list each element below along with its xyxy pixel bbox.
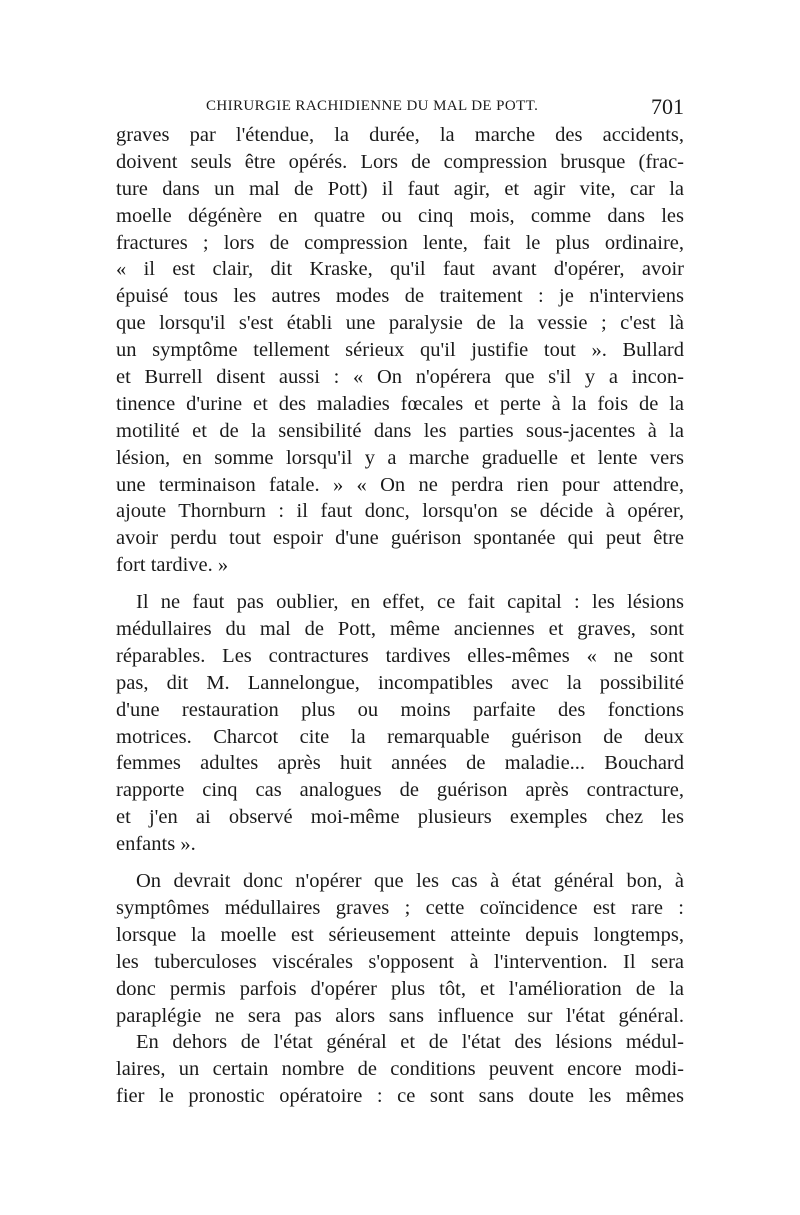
text-line: et j'en ai observé moi-même plusieurs exemples chez les <box>116 806 684 829</box>
text-line: épuisé tous les autres modes de traitement : je n'interviens <box>116 285 684 308</box>
text-line: ture dans un mal de Pott) il faut agir, et agir vite, car la <box>116 177 684 200</box>
text-line: tinence d'urine et des maladies fœcales et perte à la fois de la <box>116 392 684 415</box>
text-line: motrices. Charcot cite la remarquable guérison de deux <box>116 725 684 748</box>
text-line: doivent seuls être opérés. Lors de compression brusque (frac- <box>116 150 684 173</box>
text-line: lésion, en somme lorsqu'il y a marche graduelle et lente vers <box>116 446 684 469</box>
page-header <box>116 94 684 122</box>
text-line: paraplégie ne sera pas alors sans influence sur l'état général. <box>116 1004 684 1027</box>
paragraph-2 <box>116 589 684 858</box>
text-line: motilité et de la sensibilité dans les parties sous-jacentes à la <box>116 419 684 442</box>
text-line: donc permis parfois d'opérer plus tôt, et l'amélioration de la <box>116 977 684 1000</box>
text-line: fier le pronostic opératoire : ce sont sans doute les mêmes <box>116 1085 684 1108</box>
text-line: médullaires du mal de Pott, même anciennes et graves, sont <box>116 618 684 641</box>
text-line: enfants ». <box>116 833 196 856</box>
text-line: graves par l'étendue, la durée, la marche des accidents, <box>116 124 684 146</box>
text-line: avoir perdu tout espoir d'une guérison spontanée qui peut être <box>116 527 684 550</box>
text-line: En dehors de l'état général et de l'état des lésions médul- <box>136 1031 684 1054</box>
text-line: On devrait donc n'opérer que les cas à état général bon, à <box>136 870 684 893</box>
text-line: laires, un certain nombre de conditions peuvent encore modi- <box>116 1058 684 1081</box>
text-line: fractures ; lors de compression lente, fait le plus ordinaire, <box>116 231 684 254</box>
text-line: une terminaison fatale. » « On ne perdra rien pour attendre, <box>116 473 684 496</box>
text-line: femmes adultes après huit années de maladie... Bouchard <box>116 752 684 775</box>
paragraph-1 <box>116 122 684 579</box>
text-line: rapporte cinq cas analogues de guérison après contracture, <box>116 779 684 802</box>
paragraph-3 <box>116 868 684 1110</box>
page-number: 701 <box>651 94 684 119</box>
text-line: que lorsqu'il s'est établi une paralysie de la vessie ; c'est là <box>116 312 684 335</box>
text-line: pas, dit M. Lannelongue, incompatibles avec la possibilité <box>116 671 684 694</box>
text-line: les tuberculoses viscérales s'opposent à l'intervention. Il sera <box>116 950 684 973</box>
text-line: réparables. Les contractures tardives elles-mêmes « ne sont <box>116 644 684 667</box>
text-line: d'une restauration plus ou moins parfaite des fonctions <box>116 698 684 721</box>
running-title: CHIRURGIE RACHIDIENNE DU MAL DE POTT. <box>206 98 539 114</box>
text-line: et Burrell disent aussi : « On n'opérera que s'il y a incon- <box>116 366 684 389</box>
text-line: « il est clair, dit Kraske, qu'il faut avant d'opérer, avoir <box>116 258 684 281</box>
text-line: un symptôme tellement sérieux qu'il justifie tout ». Bullard <box>116 339 684 362</box>
text-line: lorsque la moelle est sérieusement atteinte depuis longtemps, <box>116 923 684 946</box>
text-line: ajoute Thornburn : il faut donc, lorsqu'on se décide à opérer, <box>116 500 684 523</box>
body-text <box>116 122 684 1110</box>
text-line: Il ne faut pas oublier, en effet, ce fait capital : les lésions <box>136 591 684 614</box>
text-line: fort tardive. » <box>116 554 229 577</box>
text-line: moelle dégénère en quatre ou cinq mois, comme dans les <box>116 204 684 227</box>
text-line: symptômes médullaires graves ; cette coïncidence est rare : <box>116 896 684 919</box>
